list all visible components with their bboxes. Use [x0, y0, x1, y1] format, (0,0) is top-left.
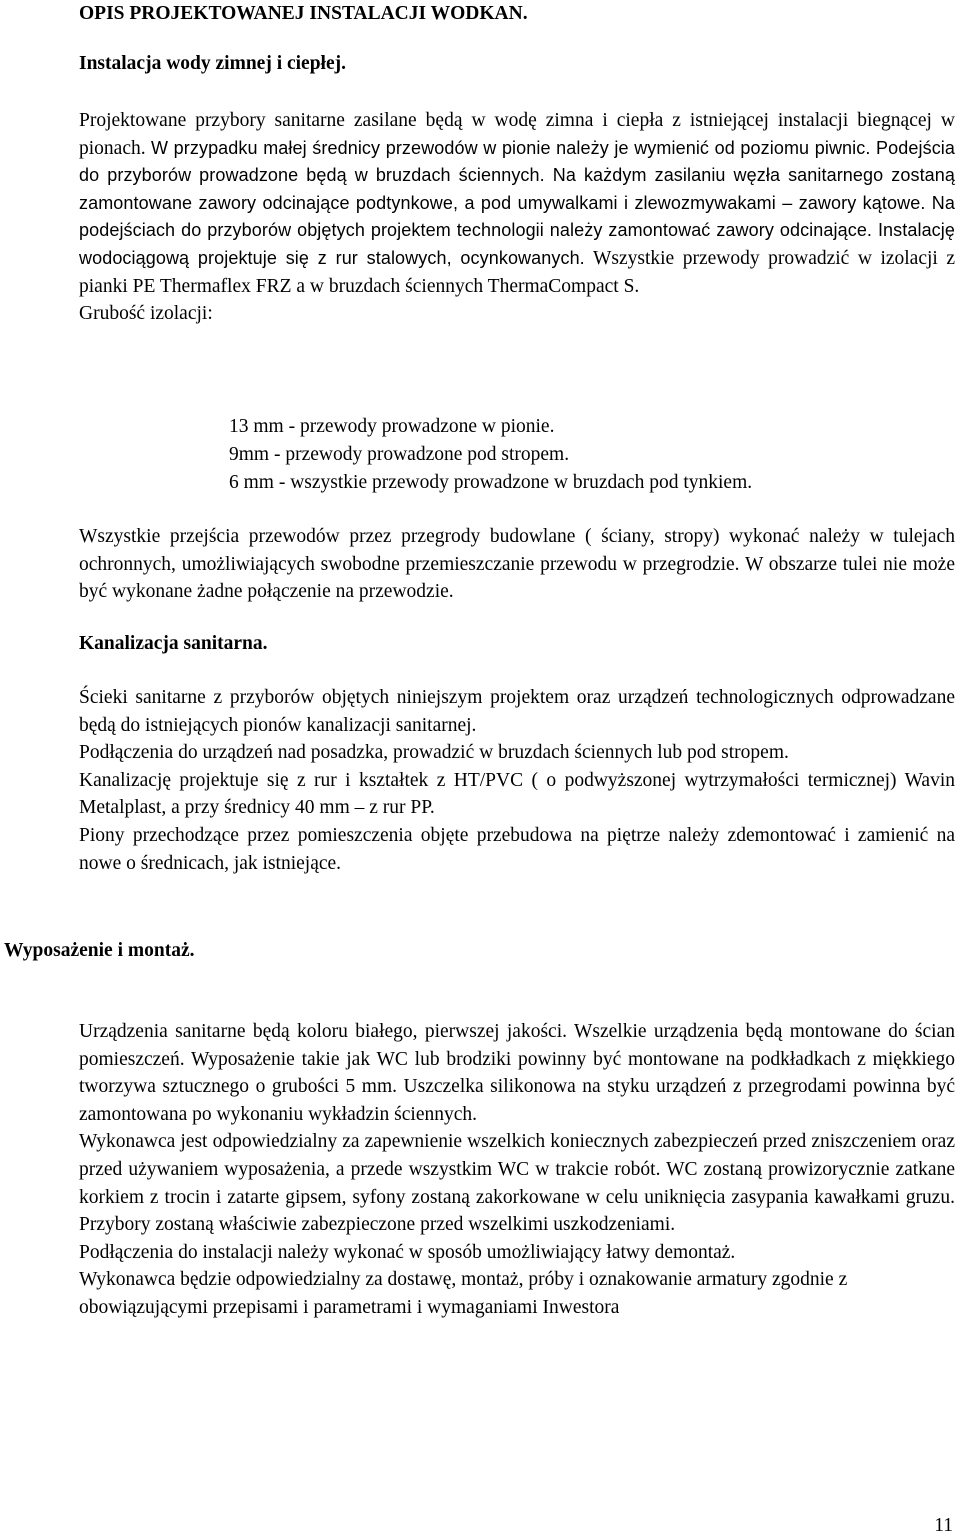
- sewage-p2: Podłączenia do urządzeń nad posadzka, prowadzić w bruzdach ściennych lub pod stropem.: [79, 742, 789, 764]
- paragraph-equipment: [79, 1018, 955, 1322]
- sewage-p4: Piony przechodzące przez pomieszczenia objęte przebudowa na piętrze należy zdemontować i zamienić na nowe o średnicach, jak istniejące.: [79, 824, 955, 874]
- paragraph-sewage: [79, 684, 955, 877]
- equipment-p2: Wykonawca jest odpowiedzialny za zapewnienie wszelkich koniecznych zabezpieczeń przed zniszczeniem oraz przed używaniem wyposażenia, a przede wszystkim WC w trakcie robót. WC zostaną prowizorycznie zatkane korkiem z trocin i zatarte gipsem, syfony zostaną zakorkowane w celu uniknięcia zasypania kawałkami gruzu. Przybory zostaną właściwie zabezpieczone przed wszelkimi uszkodzeniami.: [79, 1131, 955, 1236]
- page-number: 11: [934, 1515, 953, 1536]
- sewage-p1: Ścieki sanitarne z przyborów objętych niniejszym projektem oraz urządzeń technologicznych odprowadzane będą do istniejących pionów kanalizacji sanitarnej.: [79, 687, 955, 736]
- paragraph-water-supply-part3: Wszystkie przewody prowadzić w izolacji z pianki PE Thermaflex FRZ a w bruzdach ściennych ThermaCompact S.: [79, 247, 955, 297]
- paragraph-penetrations: Wszystkie przejścia przewodów przez przegrody budowlane ( ściany, stropy) wykonać należy w tulejach ochronnych, umożliwiających swobodne przemieszczanie przewodu w przegrodzie. W obszarze tulei nie może być wykonane żadne połączenie na przewodzie.: [79, 526, 955, 603]
- section-heading-equipment: Wyposażenie i montaż.: [4, 940, 195, 961]
- insulation-label: Grubość izolacji:: [79, 303, 213, 325]
- insulation-item: 6 mm - wszystkie przewody prowadzone w bruzdach pod tynkiem.: [229, 472, 753, 493]
- equipment-p1: Urządzenia sanitarne będą koloru białego, pierwszej jakości. Wszelkie urządzenia będą montowane do ścian pomieszczeń. Wyposażenie takie jak WC lub brodziki powinny być montowane na podkładkach z miękkiego tworzywa sztucznego o grubości 5 mm. Uszczelka silikonowa na styku urządzeń z przegrodami powinna być zamontowana po wykonaniu wykładzin ściennych.: [79, 1021, 955, 1125]
- paragraph-water-supply-part2: W przypadku małej średnicy przewodów w pionie należy je wymienić od poziomu piwnic. Podejścia do przyborów prowadzone będą w bruzdach ściennych. Na każdym zasilaniu węzła sanitarnego zostaną zamontowane zawory odcinające podtynkowe, a pod umywalkami i zlewozmywakami – zawory kątowe. Na podejściach do przyborów objętych projektem technologii należy zamontować zawory odcinające. Instalację wodociągową projektuje się z rur stalowych, ocynkowanych.: [79, 137, 956, 268]
- section-heading-water: Instalacja wody zimnej i ciepłej.: [79, 53, 347, 74]
- equipment-p4: Wykonawca będzie odpowiedzialny za dostawę, montaż, próby i oznakowanie armatury zgodnie z obowiązującymi przepisami i parametrami i wymaganiami Inwestora: [79, 1269, 848, 1318]
- paragraph-water-supply: [79, 107, 955, 328]
- insulation-item: 13 mm - przewody prowadzone w pionie.: [229, 416, 555, 437]
- sewage-p3: Kanalizację projektuje się z rur i kształtek z HT/PVC ( o podwyższonej wytrzymałości termicznej) Wavin Metalplast, a przy średnicy 40 mm – z rur PP.: [79, 769, 955, 819]
- document-title: OPIS PROJEKTOWANEJ INSTALACJI WODKAN.: [79, 3, 528, 24]
- section-heading-sewage: Kanalizacja sanitarna.: [79, 633, 268, 654]
- insulation-item: 9mm - przewody prowadzone pod stropem.: [229, 444, 570, 465]
- paragraph-water-supply-part1: Projektowane przybory sanitarne zasilane będą w wodę zimna i ciepła z istniejącej instalacji biegnącej w pionach.: [79, 110, 955, 159]
- equipment-p3: Podłączenia do instalacji należy wykonać w sposób umożliwiający łatwy demontaż.: [79, 1241, 736, 1263]
- insulation-list: [229, 413, 752, 497]
